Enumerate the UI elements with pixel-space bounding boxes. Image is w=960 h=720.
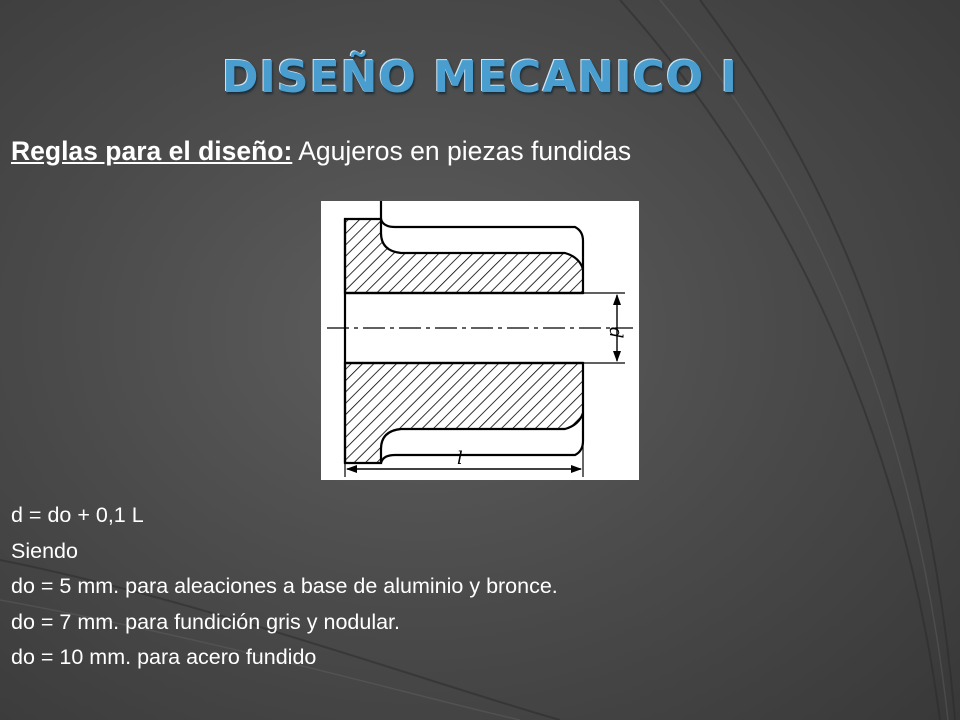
decor-curve-4 (660, 0, 948, 720)
formula: d = do + 0,1 L (11, 503, 144, 527)
decor-curve-2 (700, 0, 955, 720)
length-label: l (457, 448, 463, 469)
cast-hole-diagram (321, 201, 639, 480)
diameter-label: d (605, 327, 626, 339)
decor-curve-1 (620, 0, 940, 720)
slide-title: DISEÑO MECANICO I (222, 52, 738, 103)
subtitle-lead: Reglas para el diseño: (11, 136, 293, 166)
subtitle-rest: Agujeros en piezas fundidas (292, 136, 632, 166)
slide-subtitle (11, 136, 631, 167)
text-line-fundicion: do = 7 mm. para fundición gris y nodular. (11, 609, 401, 634)
text-line-aluminio: do = 5 mm. para aleaciones a base de aluminio y bronce. (11, 574, 558, 598)
text-line-acero: do = 10 mm. para acero fundido (11, 645, 317, 669)
text-block (11, 498, 558, 676)
text-line-siendo: Siendo (11, 538, 78, 563)
